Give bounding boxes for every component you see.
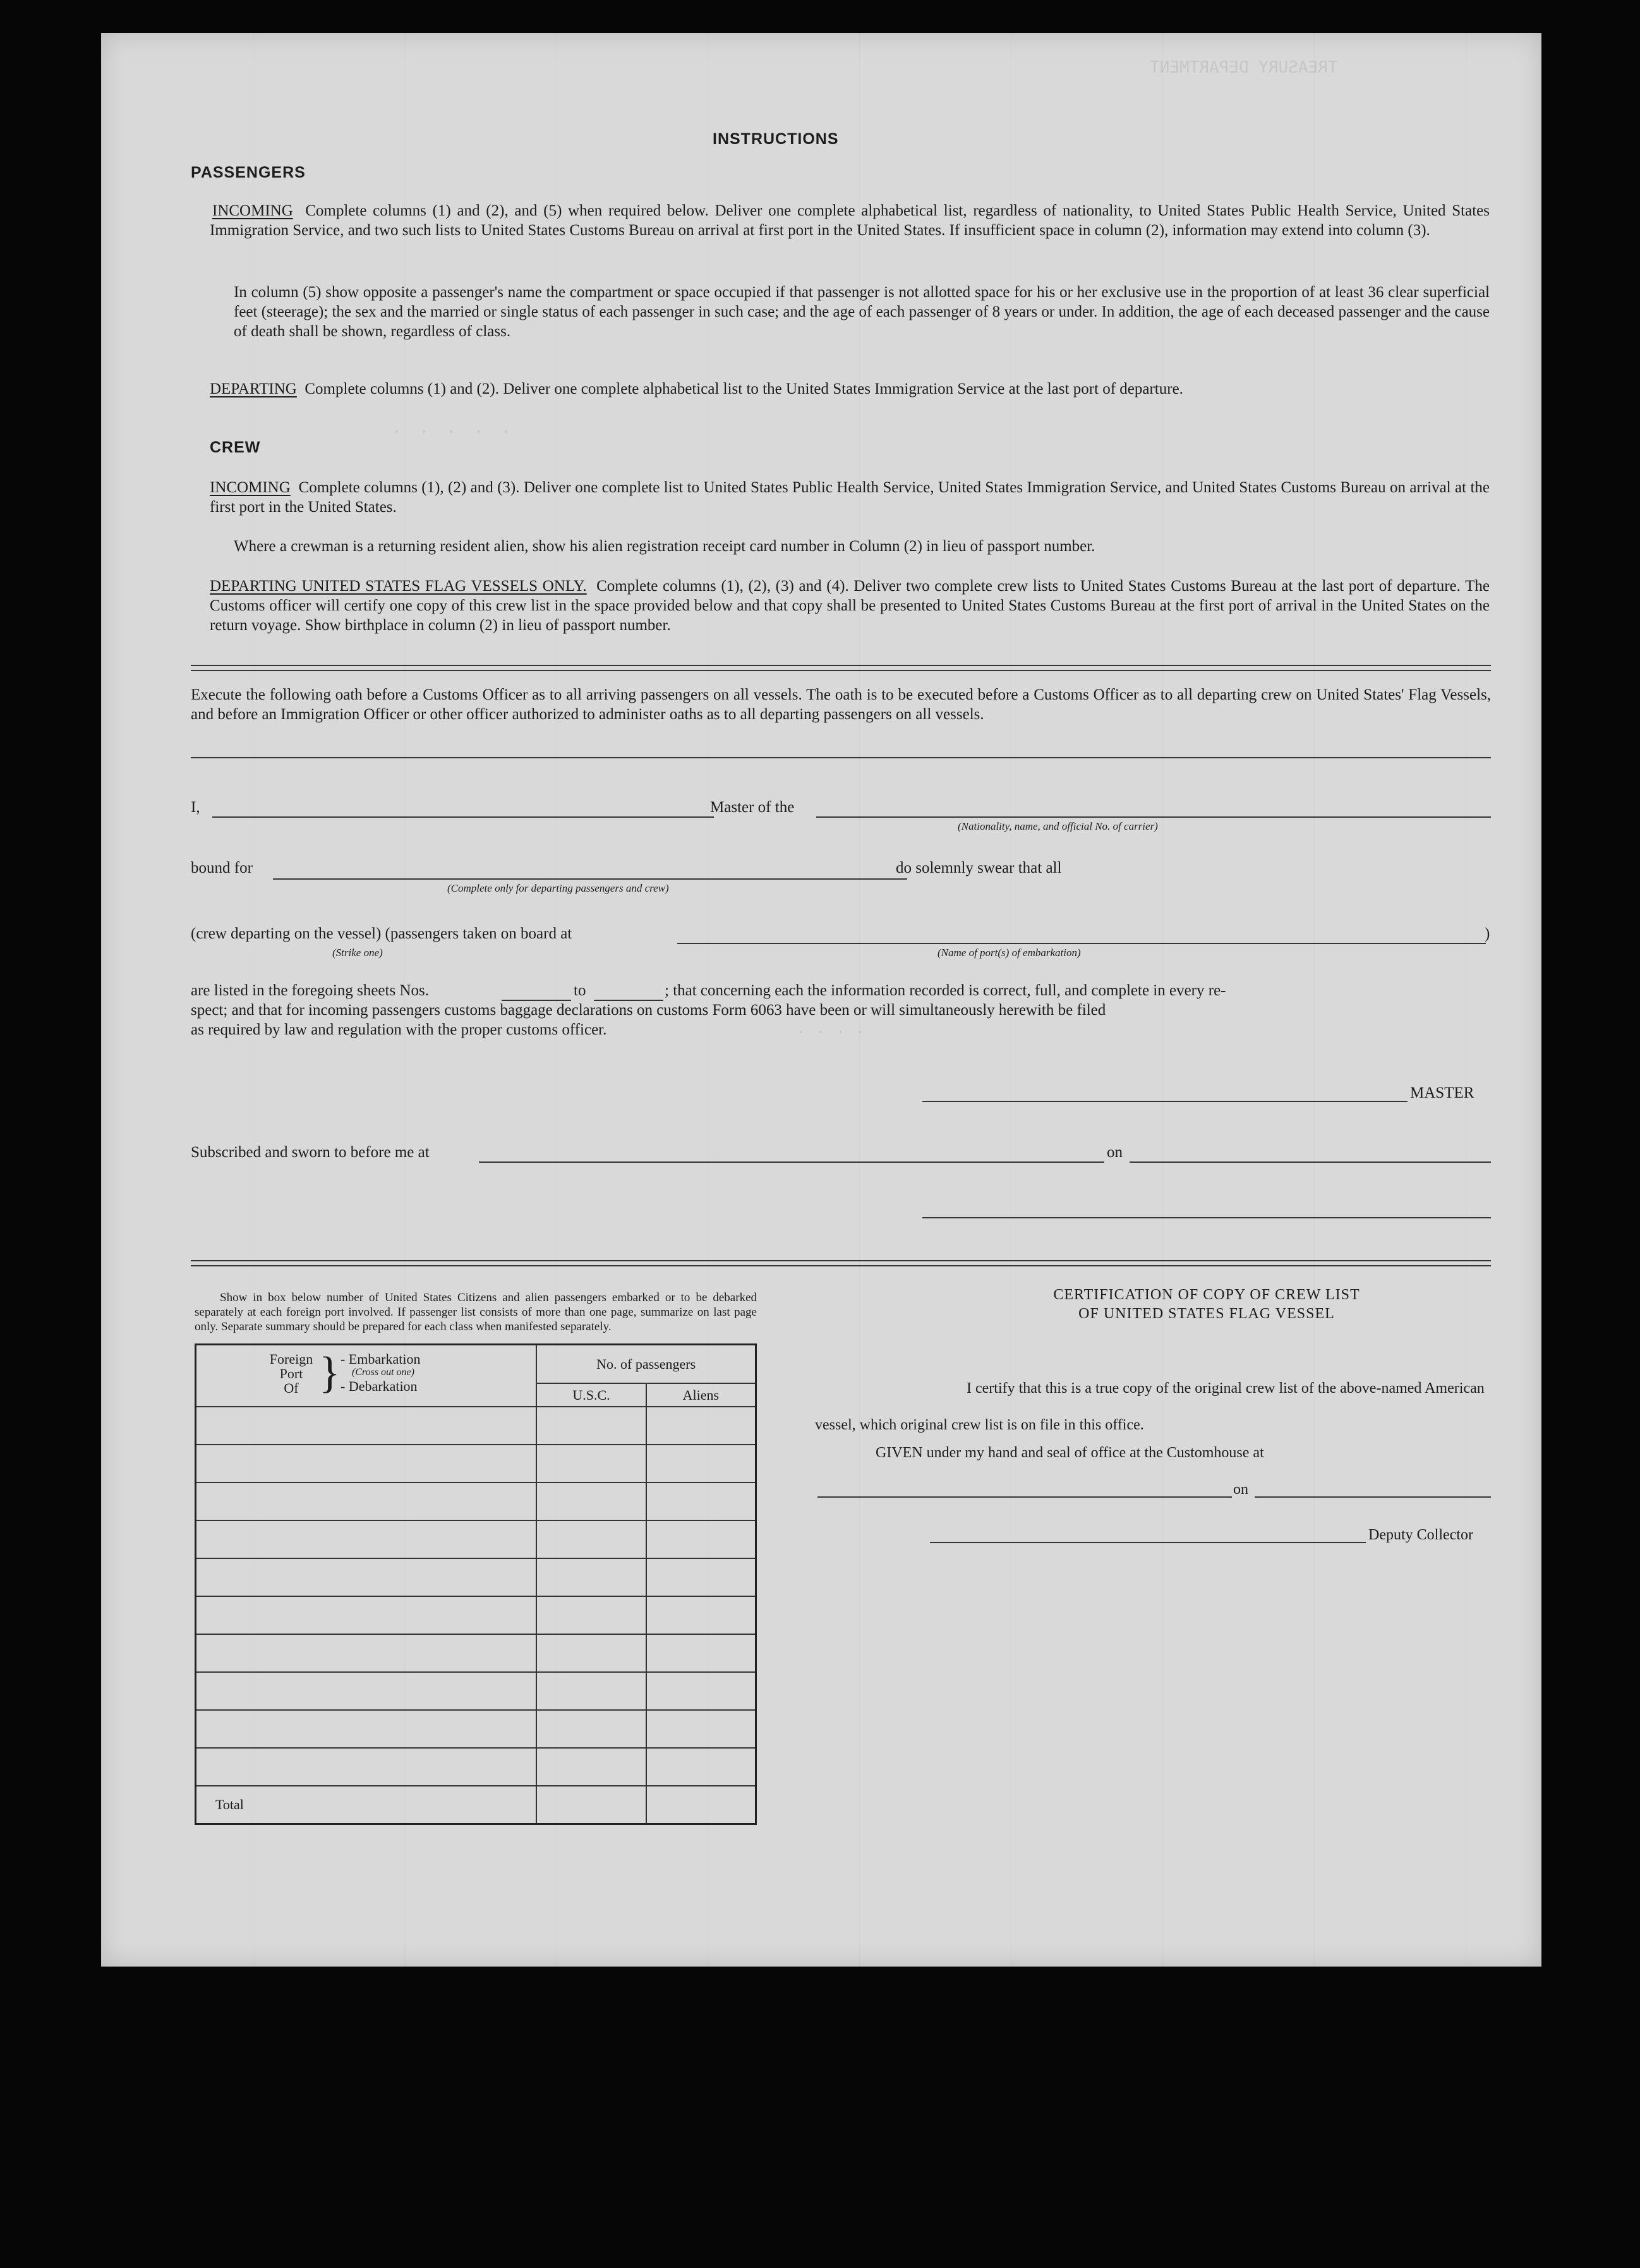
master-signature-field[interactable] bbox=[922, 1101, 1408, 1102]
port-header-cell bbox=[196, 1345, 537, 1407]
crewman-paragraph: Where a crewman is a returning resident alien, show his alien registration receipt card number in Column (2) in lieu of passport number. bbox=[234, 538, 1095, 555]
subscribed-label: Subscribed and sworn to before me at bbox=[191, 1144, 430, 1161]
oath-divider bbox=[191, 757, 1491, 758]
certify-text: I certify that this is a true copy of the original crew list of the above-named American vessel, which original crew list is on file in this office. bbox=[815, 1380, 1485, 1433]
master-name-field[interactable] bbox=[212, 816, 714, 818]
brace-glyph: } bbox=[319, 1349, 341, 1397]
crew-heading: CREW bbox=[210, 439, 261, 456]
table-row[interactable] bbox=[196, 1634, 756, 1672]
incoming-label: INCOMING bbox=[212, 202, 293, 219]
bleed-through-text: . . . . . bbox=[392, 418, 515, 437]
listed-text-a: are listed in the foregoing sheets Nos. bbox=[191, 982, 429, 999]
document-page bbox=[101, 33, 1541, 1967]
total-label: Total bbox=[196, 1786, 537, 1824]
total-row[interactable] bbox=[196, 1786, 756, 1824]
deputy-collector-label: Deputy Collector bbox=[1368, 1527, 1473, 1543]
debarkation-label: - Debarkation bbox=[341, 1378, 418, 1394]
section-divider bbox=[191, 665, 1491, 671]
certification-title-line2: OF UNITED STATES FLAG VESSEL bbox=[1078, 1306, 1335, 1322]
of-label: Of bbox=[284, 1380, 299, 1396]
bleed-through-text: . . . . bbox=[796, 1019, 865, 1038]
crew-incoming-paragraph bbox=[210, 478, 1490, 517]
no-passengers-header: No. of passengers bbox=[536, 1345, 756, 1384]
flag-vessels-paragraph bbox=[210, 576, 1490, 635]
flag-vessels-label: DEPARTING UNITED STATES FLAG VESSELS ONLY. bbox=[210, 578, 587, 595]
swear-label: do solemnly swear that all bbox=[896, 859, 1062, 876]
foreign-label: Foreign bbox=[269, 1351, 313, 1367]
customhouse-field[interactable] bbox=[817, 1496, 1232, 1498]
carrier-note: (Nationality, name, and official No. of carrier) bbox=[958, 820, 1158, 832]
table-row[interactable] bbox=[196, 1672, 756, 1710]
complete-only-note: (Complete only for departing passengers and crew) bbox=[447, 882, 669, 894]
table-row[interactable] bbox=[196, 1483, 756, 1520]
port-note: (Name of port(s) of embarkation) bbox=[938, 947, 1081, 959]
incoming-text: Complete columns (1) and (2), and (5) when required below. Deliver one complete alphabetical list, regardless of nationality, to United States Public Health Service, United States Immigration Service, and two such lists to United States Customs Bureau on arrival at first port in the United States. If insufficient space in column (2), information may extend into column (3). bbox=[210, 202, 1490, 239]
embarkation-label: - Embarkation bbox=[341, 1351, 421, 1367]
listed-text-d: as required by law and regulation with the proper customs officer. bbox=[191, 1021, 607, 1038]
departing-label: DEPARTING bbox=[210, 380, 297, 397]
table-row[interactable] bbox=[196, 1558, 756, 1596]
section-divider bbox=[191, 1260, 1491, 1266]
passenger-summary-table bbox=[195, 1343, 757, 1825]
embarkation-port-field[interactable] bbox=[677, 943, 1486, 944]
usc-header: U.S.C. bbox=[536, 1383, 646, 1407]
deputy-signature-field[interactable] bbox=[930, 1542, 1366, 1543]
master-label: MASTER bbox=[1410, 1084, 1474, 1101]
certification-title-line1: CERTIFICATION OF COPY OF CREW LIST bbox=[1053, 1287, 1360, 1303]
port-label: Port bbox=[279, 1366, 303, 1381]
table-row[interactable] bbox=[196, 1445, 756, 1483]
crew-incoming-label: INCOMING bbox=[210, 479, 291, 496]
table-row[interactable] bbox=[196, 1520, 756, 1558]
bound-for-label: bound for bbox=[191, 859, 253, 876]
certification-on-label: on bbox=[1233, 1481, 1248, 1498]
bound-for-field[interactable] bbox=[273, 878, 907, 880]
passengers-heading: PASSENGERS bbox=[191, 164, 306, 181]
master-of-label: Master of the bbox=[710, 799, 795, 816]
crew-departing-label: (crew departing on the vessel) (passengers taken on board at bbox=[191, 925, 572, 942]
table-row[interactable] bbox=[196, 1407, 756, 1445]
sworn-place-field[interactable] bbox=[479, 1161, 1104, 1163]
listed-to: to bbox=[574, 982, 586, 999]
passengers-departing-paragraph bbox=[210, 379, 1490, 399]
table-row[interactable] bbox=[196, 1710, 756, 1748]
listed-text-b: ; that concerning each the information recorded is correct, full, and complete in every re- bbox=[665, 982, 1226, 999]
certification-title bbox=[922, 1285, 1491, 1323]
close-paren: ) bbox=[1485, 925, 1490, 942]
column5-paragraph: In column (5) show opposite a passenger's name the compartment or space occupied if that passenger is not allotted space for his or her exclusive use in the proportion of at least 36 clear superficial feet (steerage); the sex and the married or single status of each passenger in such case; and the age of each passenger of 8 years or under. In addition, the age of each deceased passenger and the cause of death shall be shown, regardless of class. bbox=[234, 284, 1490, 340]
table-row[interactable] bbox=[196, 1596, 756, 1634]
departing-text: Complete columns (1) and (2). Deliver one complete alphabetical list to the United States Immigration Service at the last port of departure. bbox=[304, 380, 1183, 397]
carrier-field[interactable] bbox=[816, 816, 1491, 818]
summary-intro: Show in box below number of United States Citizens and alien passengers embarked or to be debarked separately at each foreign port involved. If passenger list consists of more than one page, summarize on last page only. Separate summary should be prepared for each class when manifested separately. bbox=[195, 1291, 757, 1333]
bleed-through-text: TREASURY DEPARTMENT bbox=[1150, 58, 1338, 77]
aliens-header: Aliens bbox=[646, 1383, 756, 1407]
given-text: GIVEN under my hand and seal of office at the Customhouse at bbox=[876, 1445, 1264, 1461]
oath-i-label: I, bbox=[191, 799, 200, 816]
strike-one-note: (Strike one) bbox=[332, 947, 383, 959]
flag-vessels-text: Complete columns (1), (2), (3) and (4). Deliver two complete crew lists to United States Customs Bureau at the last port of departure. The Customs officer will certify one copy of this crew list in the space provided below and that copy shall be presented to United States Customs Bureau at the first port of arrival in the United States on the return voyage. Show birthplace in column (2) in lieu of passport number. bbox=[210, 578, 1490, 634]
table-row[interactable] bbox=[196, 1748, 756, 1786]
oath-instructions: Execute the following oath before a Customs Officer as to all arriving passengers on all vessels. The oath is to be executed before a Customs Officer as to all departing crew on United States' Flag Vessels, and before an Immigration Officer or other officer authorized to administer oaths as to all departing passengers on all vessels. bbox=[191, 686, 1491, 723]
sworn-on-label: on bbox=[1107, 1144, 1123, 1161]
crew-incoming-text: Complete columns (1), (2) and (3). Deliver one complete list to United States Public Health Service, United States Immigration Service, and United States Customs Bureau on arrival at the first port in the United States. bbox=[210, 479, 1490, 516]
instructions-title: INSTRUCTIONS bbox=[713, 130, 839, 148]
official-signature-field[interactable] bbox=[922, 1217, 1491, 1218]
passengers-incoming-paragraph bbox=[210, 201, 1490, 240]
certification-date-field[interactable] bbox=[1255, 1496, 1491, 1498]
cross-out-note: (Cross out one) bbox=[352, 1367, 414, 1378]
listed-text-c: spect; and that for incoming passengers customs baggage declarations on customs Form 6063 have been or will simultaneously herewith be filed bbox=[191, 1002, 1106, 1019]
sworn-date-field[interactable] bbox=[1130, 1161, 1491, 1163]
